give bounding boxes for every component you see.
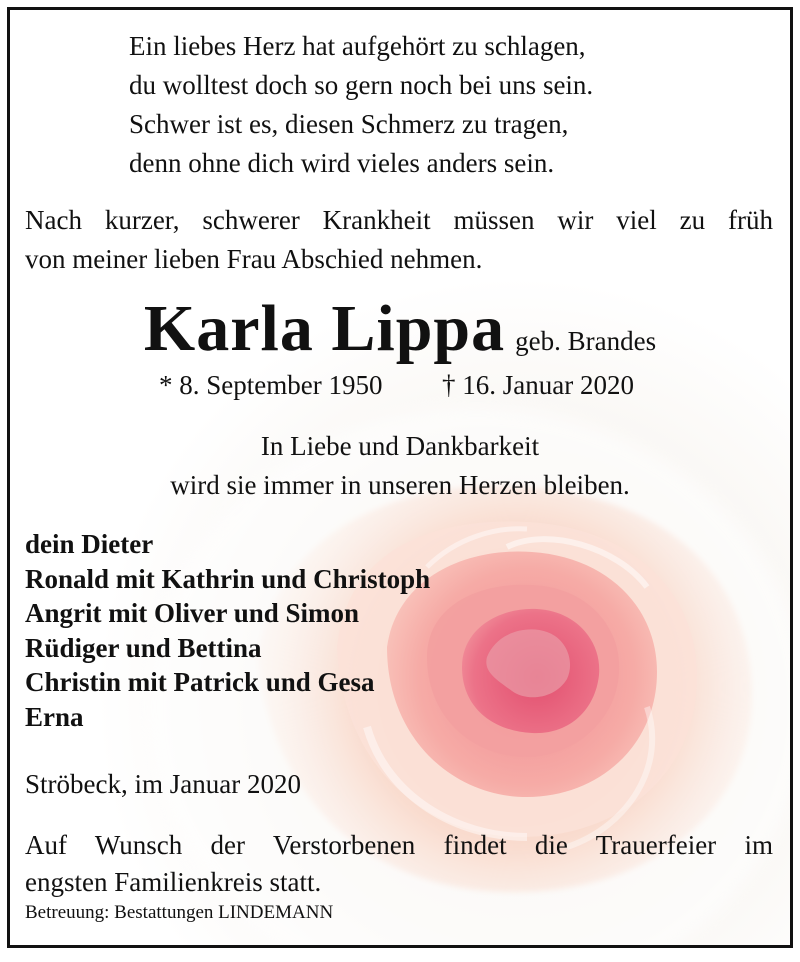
intro-line: von meiner lieben Frau Abschied nehmen. — [25, 244, 483, 274]
poem-line: Schwer ist es, diesen Schmerz zu tragen, — [129, 109, 569, 139]
birth-date: * 8. September 1950 — [159, 370, 383, 400]
notice-line: engsten Familienkreis statt. — [25, 867, 322, 897]
mourner-item: Erna — [25, 701, 84, 732]
tribute-line: In Liebe und Dankbarkeit — [260, 431, 540, 461]
obituary-card — [7, 7, 793, 948]
mourner-item: Rüdiger und Bettina — [25, 632, 262, 663]
intro-line: Nach kurzer, schwerer Krankheit müssen wir viel zu früh — [25, 205, 773, 235]
place-and-date: Ströbeck, im Januar 2020 — [25, 769, 301, 799]
tribute-line: wird sie immer in unseren Herzen bleiben. — [170, 470, 630, 500]
birth-name: geb. Brandes — [515, 326, 657, 356]
mourner-item: Ronald mit Kathrin und Christoph — [25, 563, 431, 594]
mourner-item: Christin mit Patrick und Gesa — [25, 667, 375, 697]
mourners-list — [25, 527, 430, 734]
poem-line: denn ohne dich wird vieles anders sein. — [129, 148, 555, 178]
poem-line: du wolltest doch so gern noch bei uns sein. — [129, 70, 594, 100]
death-date: † 16. Januar 2020 — [442, 370, 634, 400]
funeral-home: Betreuung: Bestattungen LINDEMANN — [25, 902, 334, 923]
deceased-name-row — [7, 291, 793, 367]
mourner-item: dein Dieter — [25, 529, 154, 559]
poem-line: Ein liebes Herz hat aufgehört zu schlagen, — [129, 31, 586, 61]
tribute-text — [7, 427, 793, 505]
mourner-item: Angrit mit Oliver und Simon — [25, 598, 360, 628]
poem — [129, 27, 593, 183]
intro-text — [25, 201, 773, 279]
funeral-notice — [25, 827, 773, 901]
deceased-name: Karla Lippa — [143, 292, 506, 365]
notice-line: Auf Wunsch der Verstorbenen findet die Trauerfeier im — [25, 830, 773, 860]
